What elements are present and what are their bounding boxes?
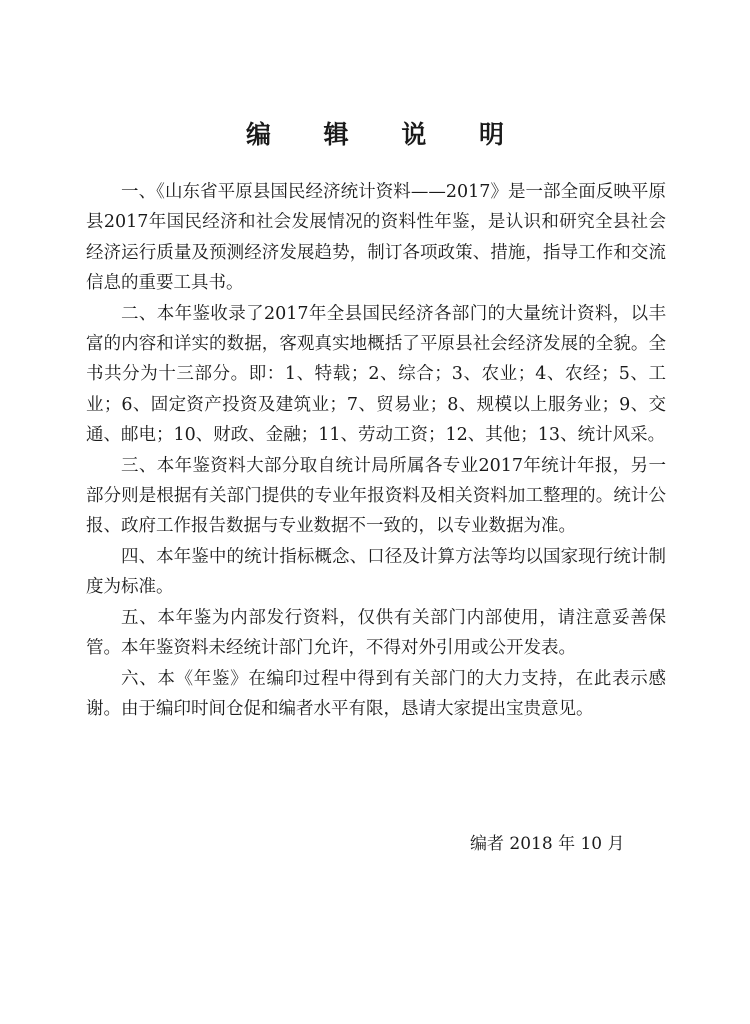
- page-title: 编 辑 说 明: [245, 120, 527, 149]
- paragraph-6: 六、本《年鉴》在编印过程中得到有关部门的大力支持，在此表示感谢。由于编印时间仓促和编者水平有限，恳请大家提出宝贵意见。: [86, 668, 666, 719]
- paragraph-2: 二、本年鉴收录了2017年全县国民经济各部门的大量统计资料，以丰富的内容和详实的数据，客观真实地概括了平原县社会经济发展的全貌。全书共分为十三部分。即：1、特载；2、综合；3、农业；4、农经；5、工业；6、固定资产投资及建筑业；7、贸易业；8、规模以上服务业；9、交通、邮电；10、财政、金融；11、劳动工资；12、其他；13、统计风采。: [86, 303, 666, 446]
- document-body: [86, 177, 666, 724]
- paragraph-1: 一、《山东省平原县国民经济统计资料——2017》是一部全面反映平原县2017年国民经济和社会发展情况的资料性年鉴，是认识和研究全县社会经济运行质量及预测经济发展趋势，制订各项政策、措施，指导工作和交流信息的重要工具书。: [86, 182, 666, 294]
- paragraph-4: 四、本年鉴中的统计指标概念、口径及计算方法等均以国家现行统计制度为标准。: [86, 546, 666, 598]
- paragraph-5: 五、本年鉴为内部发行资料，仅供有关部门内部使用，请注意妥善保管。本年鉴资料未经统计部门允许，不得对外引用或公开发表。: [86, 607, 666, 659]
- signature-date: 编者 2018 年 10 月: [470, 834, 625, 854]
- paragraph-3: 三、本年鉴资料大部分取自统计局所属各专业2017年统计年报，另一部分则是根据有关部门提供的专业年报资料及相关资料加工整理的。统计公报、政府工作报告数据与专业数据不一致的，以专业数据为准。: [86, 455, 666, 537]
